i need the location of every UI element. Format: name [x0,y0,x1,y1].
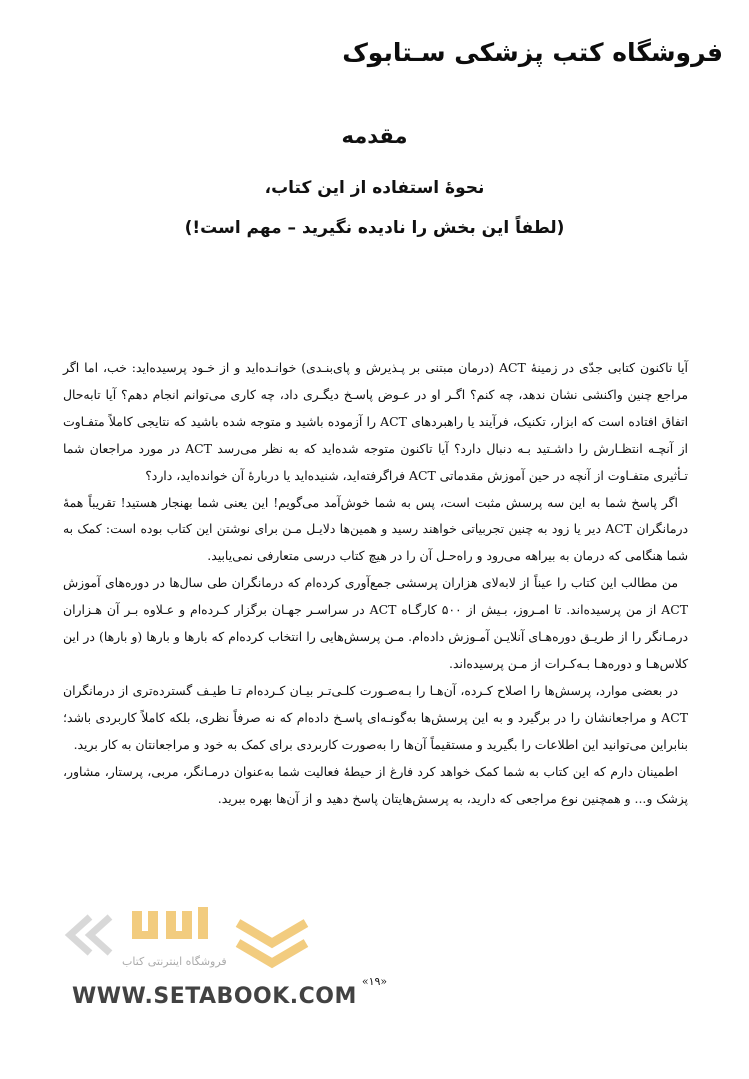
paragraph: در بعضی موارد، پرسش‌ها را اصلاح کـرده، آن‌هـا را بـه‌صـورت کلـی‌تـر بیـان کـرده‌ام تـا طیـف گسترده‌تری از درمانگران ACT و مراجعانشان را در برگیرد و به این پرسش‌ها به‌گونـه‌ای پاسـخ داده‌ام که نه صرفاً نظری، بلکه کاملاً کاربردی باشد؛ بنابراین می‌توانید این اطلاعات را بگیرید و مستقیماً آن‌ها را به‌صورت کاربردی برای کمک به خود و مراجعانتان به کار برید. [63,682,688,752]
paragraph: اگر پاسخ شما به این سه پرسش مثبت است، پس به شما خوش‌آمد می‌گویم! این یعنی شما بهنجار هستید! تقریباً همهٔ درمانگران ACT دیر یا زود به چنین تجربیاتی خواهند رسید و همین‌ها دلایـل مـن برای نوشتن این کتاب بوده است: کمک به شما هنگامی که درمان به بیراهه می‌رود و راه‌حـل آن را در هیچ کتاب درسی متعارفی نمی‌یابید. [63,494,688,564]
body-text [63,355,688,812]
store-header: فروشگاه کتب پزشکی سـتابوک [342,38,723,67]
watermark-url: WWW.SETABOOK.COM [72,984,357,1009]
watermark-tagline: فروشگاه اینترنتی کتاب [122,955,227,968]
chapter-subtitle-line1: نحوهٔ استفاده از این کتاب، [264,178,485,198]
setabook-watermark [60,905,340,985]
setabook-logo-icon [128,905,218,947]
chapter-title: مقدمه [341,124,408,148]
chapter-subtitle-line2: (لطفاً این بخش را نادیده نگیرید – مهم است!) [184,218,565,238]
paragraph: من مطالب این کتاب را عیناً از لابه‌لای هزاران پرسشی جمع‌آوری کرده‌ام که درمانگران طی سال‌ها در دوره‌های آموزش ACT از من پرسیده‌اند. تا امـروز، بـیش از ۵۰۰ کارگـاه ACT در سراسـر جهـان برگزار کـرده‌ام و عـلاوه بـر آن هـزاران درمـانگر را از طریـق دوره‌هـای آنلایـن آمـوزش داده‌ام. مـن پرسش‌هایی را انتخاب کرده‌ام که بارها و بارها (و بارها) در این کلاس‌هـا و دوره‌هـا بـه‌کـرات از مـن پرسیده‌اند. [63,575,688,671]
paragraph: آیا تاکنون کتابی جدّی در زمینهٔ ACT (درمان مبتنی بر پـذیرش و پای‌بنـدی) خوانـده‌اید و از خـود پرسیده‌اید: خب، اما اگر مراجع چنین واکنشی نشان ندهد، چه کنم؟ اگـر او در عـوض پاسـخ دیگـری داد، چه کاری می‌توانم انجام دهم؟ آیا تابه‌حال اتفاق افتاده است که ابزار، تکنیک، فرآیند یا راهبردهای ACT را آزموده باشید و متوجه شده باشید که نتایجی کاملاً متفـاوت از آنچـه انتظـارش را داشـتید بـه دنبال دارد؟ آیا تاکنون متوجه شده‌اید که به نظر می‌رسد ACT در مورد مراجعان شما تـأثیری متفـاوت از آنچه در حین آموزش مقدماتی ACT فراگرفته‌اید، شنیده‌اید یا دربارهٔ آن خوانده‌اید، دارد؟ [63,360,689,483]
double-chevron-icon [60,913,120,958]
paragraph: اطمینان دارم که این کتاب به شما کمک خواهد کرد فارغ از حیطهٔ فعالیت شما به‌عنوان درمـانگر، مربی، پرستار، مشاور، پزشک و... و همچنین نوع مراجعی که دارید، به پرسش‌هایتان پاسخ دهید و از آن‌ها بهره ببرید. [63,763,688,806]
open-book-icon [232,909,312,979]
page-number: «۱۹» [361,975,388,988]
